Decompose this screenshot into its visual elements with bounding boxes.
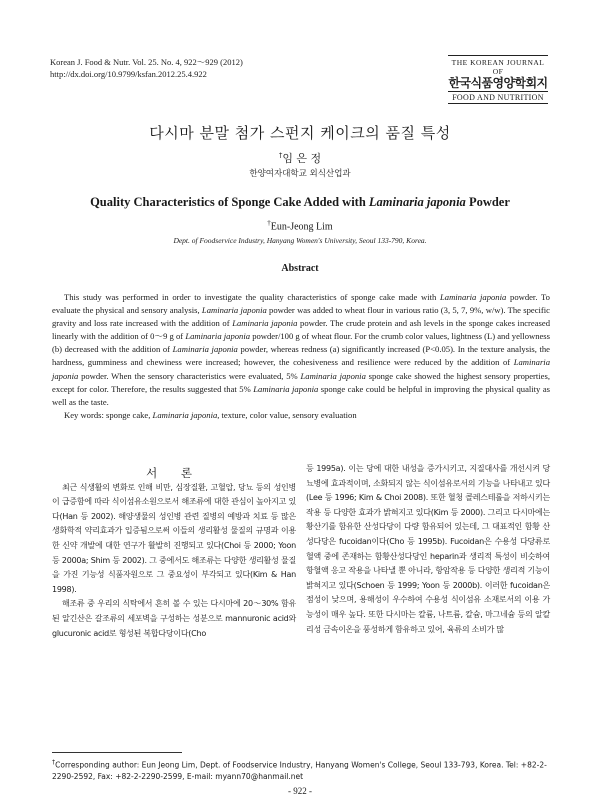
species-name: Laminaria japonia [201,305,267,316]
english-title [0,195,600,210]
right-column [306,462,550,637]
species-name: Laminaria japonia [185,331,251,342]
footnote-mark: † [52,759,56,766]
species-name: Laminaria japonia [253,383,319,394]
journal-logo-line3: FOOD AND NUTRITION [448,91,548,102]
left-paragraph-2: 해조류 중 우리의 식탁에서 흔히 볼 수 있는 다시마에 20～30% 함유된 알긴산은 갈조류의 세포벽을 구성하는 성분으로 mannuronic acid와 glucuronic acid로 형성된 복합다당이다(Cho [52,599,296,638]
korean-title: 다시마 분말 첨가 스펀지 케이크의 품질 특성 [149,124,451,142]
english-affiliation: Dept. of Foodservice Industry, Hanyang Women's University, Seoul 133-790, Korea. [173,236,427,245]
doi-link[interactable]: http://dx.doi.org/10.9799/ksfan.2012.25.4.922 [50,69,207,79]
english-author-name: Eun-Jeong Lim [270,221,333,233]
english-author [0,219,600,232]
journal-citation: Korean J. Food & Nutr. Vol. 25. No. 4, 922～929 (2012) [50,57,243,67]
citation-block [50,56,243,80]
english-title-part1: Quality Characteristics of Sponge Cake Added with [90,195,369,209]
journal-logo-line2: 한국식품영양학회지 [448,76,548,90]
abstract [52,291,550,422]
korean-affiliation: 한양여자대학교 외식산업과 [249,169,351,179]
abstract-heading: Abstract [281,263,319,274]
english-title-part2: Powder [465,195,510,209]
journal-logo-line1: THE KOREAN JOURNAL OF [451,58,545,76]
footnote [52,757,550,782]
species-name: Laminaria japonia [232,318,298,329]
right-paragraph-1: 등 1995a). 이는 당에 대한 내성을 증가시키고, 지질대사를 개선시켜 당뇨병에 효과적이며, 소화되지 않는 식이섬유로서의 기능을 나타내고 있다(Lee 등 1996; Kim & Choi 2008). 또한 혈청 콜레스테롤을 저하시키는 작용 등 다양한 효과가 밝혀지고 있다(Kim 등 2000). 그리고 다시마에는 황산기를 함유한 산성다당이 다량 함유되어 있는데, 그 대표적인 함황 산성다당은 fucoidan이다(Cho 등 1995b). Fucoidan은 수용성 다당류로 혈액 중에 존재하는 함황산성다당인 heparin과 생리적 특성이 비슷하여 항혈액 응고 작용을 나타낼 뿐 아니라, 항암작용 등 다양한 생리적 기능이 밝혀지고 있다(Schoen 등 1999; Yoon 등 2000b). 이러한 fucoidan은 점성이 낮으며, 용해성이 우수하여 수용성 식이섬유 소재로서의 이용 가능성이 매우 높다. 또한 다시마는 칼륨, 나트륨, 칼슘, 마그네슘 등의 알칼리성 금속이온을 풍성하게 함유하고 있어, 육류의 소비가 많 [306,464,550,634]
species-name: Laminaria japonia [152,409,218,420]
page-number: - 922 - [288,786,312,796]
english-title-species: Laminaria japonia [368,195,466,209]
species-name: Laminaria japonia [52,357,550,381]
abstract-text: This study was performed in order to investigate the quality characteristics of sponge cake made with Laminaria japonia powder. To evaluate the physical and sensory analysis, Laminaria japonia powder was added to wheat flour in various ratio (3, 5, 7, 9%, w/w). The specific gravity and loss rate increased with the addition of Laminaria japonia powder. The crude protein and ash levels in the sponge cakes increased linearly with the addition of 0～9 g of Laminaria japonia powder/100 g of wheat flour. For the crumb color values, lightness (L) and yellowness (b) decreased with the addition of Laminaria japonia powder, whereas redness (a) significantly increased (P<0.05). In the texture analysis, the hardness, gumminess and chewiness were increased; however, the cohesiveness and resilience were reduced by the addition of Laminaria japonia powder. When the sensory characteristics were evaluated, 5% Laminaria japonia sponge cake showed the highest sensory properties, except for color. Therefore, the results suggested that 5% Laminaria japonia sponge cake could be helpful in improving the physical quality as well as the taste. [52,292,551,407]
korean-author-name: 임 은 정 [282,152,322,165]
species-name: Laminaria japonia [300,370,366,381]
left-paragraph-1: 최근 식생활의 변화로 인해 비만, 심장질환, 고혈압, 당뇨 등의 성인병이 급증함에 따라 식이섬유소원으로서 해조류에 대한 관심이 높아지고 있다(Han 등 2002). 해양생물의 성인병 관련 질병의 예방과 치료 등 많은 생화학적 약리효과가 입증됨으로써 이들의 생리활성 물질의 규명과 이용한 신약 개발에 대한 연구가 활발히 진행되고 있다(Choi 등 2000; Yoon 등 2000a; Shim 등 2002). 그 중에서도 해조류는 다양한 생리활성 물질을 가진 기능성 식품자원으로 그 중요성이 부각되고 있다(Kim & Han 1998). [52,482,296,594]
corresponding-mark: † [278,151,283,160]
species-name: Laminaria japonia [172,344,238,355]
korean-author [0,150,600,166]
section-heading-introduction: 서 론 [146,466,202,480]
footnote-divider [52,752,182,753]
footnote-text: Corresponding author: Eun Jeong Lim, Dept. of Foodservice Industry, Hanyang Women's College, Seoul 133-793, Korea. Tel: +82-2-2290-2592, Fax: +82-2-2290-2599, E-mail: myann70@hanmail.net [52,760,547,781]
left-column [52,466,296,641]
species-name: Laminaria japonia [440,292,507,302]
journal-logo [448,55,548,104]
english-corresponding-mark: † [267,219,271,227]
keywords: Key words: sponge cake, Laminaria japonia, texture, color value, sensory evaluation [64,409,357,420]
